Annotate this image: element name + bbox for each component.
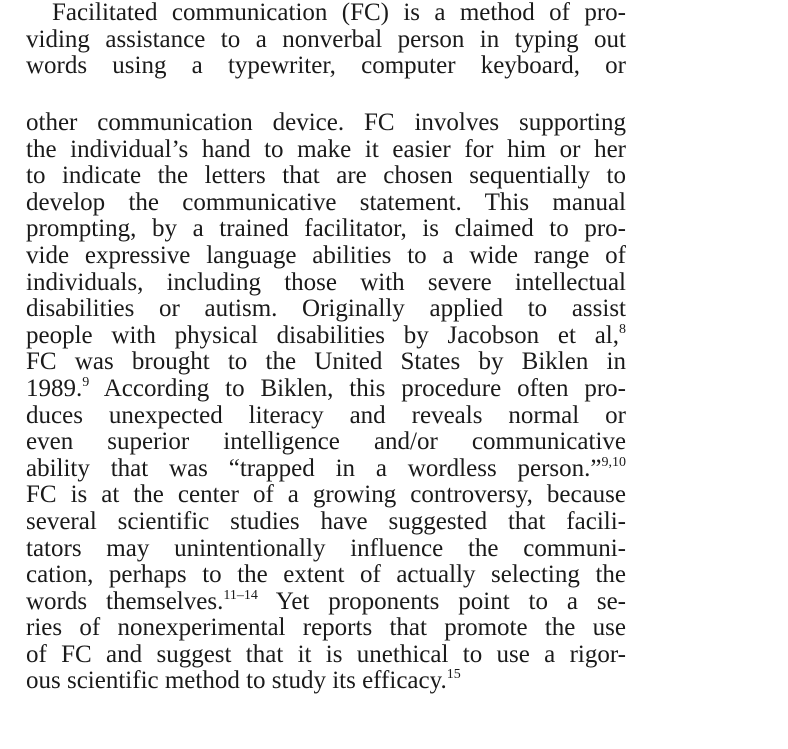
line-text: ous scientific method to study its efficacy.: [26, 667, 447, 695]
line-text: ability that was “trapped in a wordless person.”: [26, 454, 602, 482]
text-line: vide expressive language abilities to a wide range of: [26, 241, 626, 269]
text-line: [26, 589, 626, 616]
paragraph-main: [26, 110, 626, 695]
line-text: words themselves.: [26, 587, 224, 615]
text-line: disabilities or autism. Originally applied to assist: [26, 295, 626, 323]
text-line: FC is at the center of a growing controversy, because: [26, 481, 626, 509]
text-line: the individual’s hand to make it easier for him or her: [26, 135, 626, 163]
text-line: to indicate the letters that are chosen sequentially to: [26, 162, 626, 190]
text-line: other communication device. FC involves supporting: [26, 109, 626, 136]
text-line: words using a typewriter, computer keyboard, or: [26, 52, 626, 80]
line-text-after: According to Biklen, this procedure often pro-: [89, 374, 626, 402]
text-line: ries of nonexperimental reports that promote the use: [26, 614, 626, 642]
text-line: duces unexpected literacy and reveals normal or: [26, 401, 626, 429]
citation-superscript: 9,10: [601, 454, 626, 470]
text-line: [26, 668, 626, 695]
text-line: [26, 456, 626, 483]
citation-superscript: 8: [619, 321, 626, 337]
citation-superscript: 15: [446, 667, 461, 683]
text-line: even superior intelligence and/or communicative: [26, 428, 626, 456]
line-text: people with physical disabilities by Jacobson et al,: [26, 321, 619, 349]
text-line: [26, 323, 626, 350]
text-line: [26, 376, 626, 403]
text-line: prompting, by a trained facilitator, is claimed to pro-: [26, 215, 626, 243]
citation-superscript: 9: [82, 374, 90, 390]
text-line: viding assistance to a nonverbal person in typing out: [26, 25, 626, 53]
paragraph-top: [26, 0, 626, 80]
line-text: 1989.: [26, 374, 83, 402]
text-line: FC was brought to the United States by Biklen in: [26, 348, 626, 376]
text-line: tators may unintentionally influence the communi-: [26, 534, 626, 562]
line-text-after: Yet proponents point to a se-: [257, 587, 626, 615]
citation-superscript: 11–14: [223, 587, 258, 603]
text-line: Facilitated communication (FC) is a method of pro-: [52, 0, 626, 26]
text-line: develop the communicative statement. This manual: [26, 188, 626, 216]
text-line: of FC and suggest that it is unethical to use a rigor-: [26, 640, 626, 668]
text-line: individuals, including those with severe intellectual: [26, 268, 626, 296]
text-line: several scientific studies have suggested that facili-: [26, 507, 626, 535]
text-line: cation, perhaps to the extent of actually selecting the: [26, 561, 626, 589]
